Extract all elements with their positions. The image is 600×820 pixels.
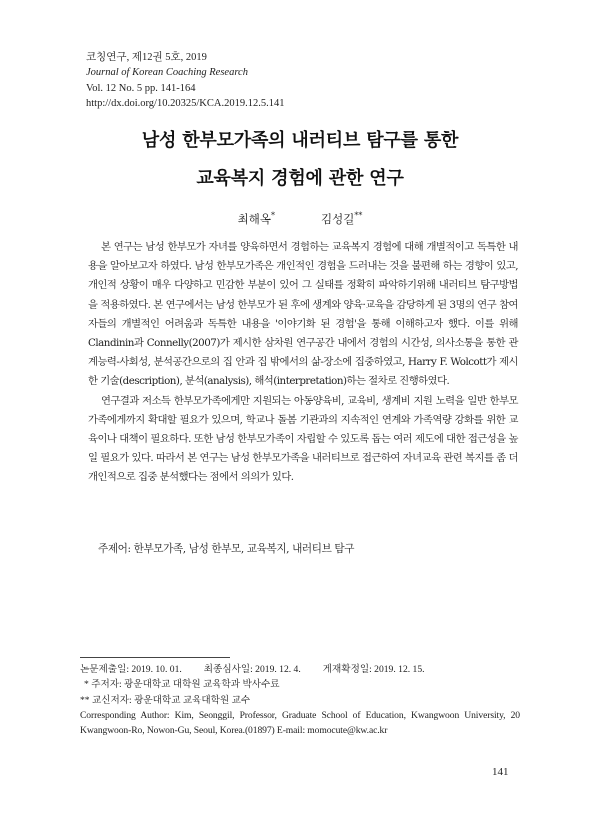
revised-date: 최종심사일: 2019. 12. 4. [203,664,301,675]
author-second [321,211,362,227]
review-dates [80,662,520,677]
received-date: 논문제출일: 2019. 10. 01. [80,664,182,675]
author-mark: * [271,211,275,220]
abstract-paragraph-1: 본 연구는 남성 한부모가 자녀를 양육하면서 경험하는 교육복지 경험에 대해 개별적이고 독특한 내용을 알아보고자 하였다. 남성 한부모가족은 개인적인 경험을 드러내는 것을 불편해 하는 경향이 있고, 개인적 상황이 매우 다양하고 민감한 부분이 있어 그 실태를 정확히 파악하기위해 내러티브 탐구방법을 적용하였다. 본 연구에서는 남성 한부모가 된 후에 생계와 양육·교육을 감당하게 된 3명의 연구 참여자들의 개별적인 어려움과 독특한 내용을 '이야기화 된 경험'을 통해 이해하고자 했다. 이를 위해 Clandinin과 Connelly(2007)가 제시한 삼차원 연구공간 내에서 경험의 시간성, 의사소통을 통한 관계능력-사회성, 분석공간으로의 집 안과 집 밖에서의 삶-장소에 집중하였고, Harry F. Wolcott가 제시한 기술(description), 분석(analysis), 해석(interpretation)하는 절차로 진행하였다. [88,241,518,388]
journal-issue-korean: 코칭연구, 제12권 5호, 2019 [86,52,207,63]
accepted-date: 게재확정일: 2019. 12. 15. [322,664,425,675]
doi-link[interactable]: http://dx.doi.org/10.20325/KCA.2019.12.5.141 [86,98,285,110]
footnotes [80,662,520,738]
abstract [88,238,518,488]
keywords-label: 주제어: [98,543,131,555]
author-name: 김성길 [321,212,355,226]
keywords [98,541,518,556]
page-number: 141 [492,766,509,778]
first-author-note: * 주저자: 광운대학교 대학원 교육학과 박사수료 [84,679,280,691]
paper-title-line-2: 교육복지 경험에 관한 연구 [196,168,404,189]
footnote-divider [80,657,230,658]
author-name: 최해옥 [237,212,271,226]
corresponding-author-note: ** 교신저자: 광운대학교 교육대학원 교수 [80,694,251,706]
author-first [238,211,275,227]
journal-header [86,50,284,112]
corresponding-author-info: Corresponding Author: Kim, Seonggil, Professor, Graduate School of Education, Kwangwoon University, 20 Kwangwoon-Ro, Nowon-Gu, Seoul, Korea.(01897) E-mail: momocute@kw.ac.kr [80,709,520,737]
abstract-paragraph-2: 연구결과 저소득 한부모가족에게만 지원되는 아동양육비, 교육비, 생계비 지원 노력을 일반 한부모가족에게까지 확대할 필요가 있으며, 학교나 돌봄 기관과의 지속적인 연계와 가족역량 강화를 위한 교육이나 대책이 필요하다. 또한 남성 한부모가족이 자립할 수 있도록 돕는 여러 제도에 대한 접근성을 높일 필요가 있다. 따라서 본 연구는 남성 한부모가족을 내러티브로 접근하여 자녀교육 관련 복지를 좀 더 개인적으로 집중 분석했다는 점에서 의의가 있다. [88,394,518,484]
author-mark: ** [354,211,363,220]
keywords-text: 한부모가족, 남성 한부모, 교육복지, 내러티브 탐구 [133,543,355,555]
volume-pages: Vol. 12 No. 5 pp. 141-164 [86,82,196,94]
paper-title-line-1: 남성 한부모가족의 내러티브 탐구를 통한 [141,130,459,151]
journal-name: Journal of Korean Coaching Research [86,67,248,79]
author-list [0,211,600,227]
